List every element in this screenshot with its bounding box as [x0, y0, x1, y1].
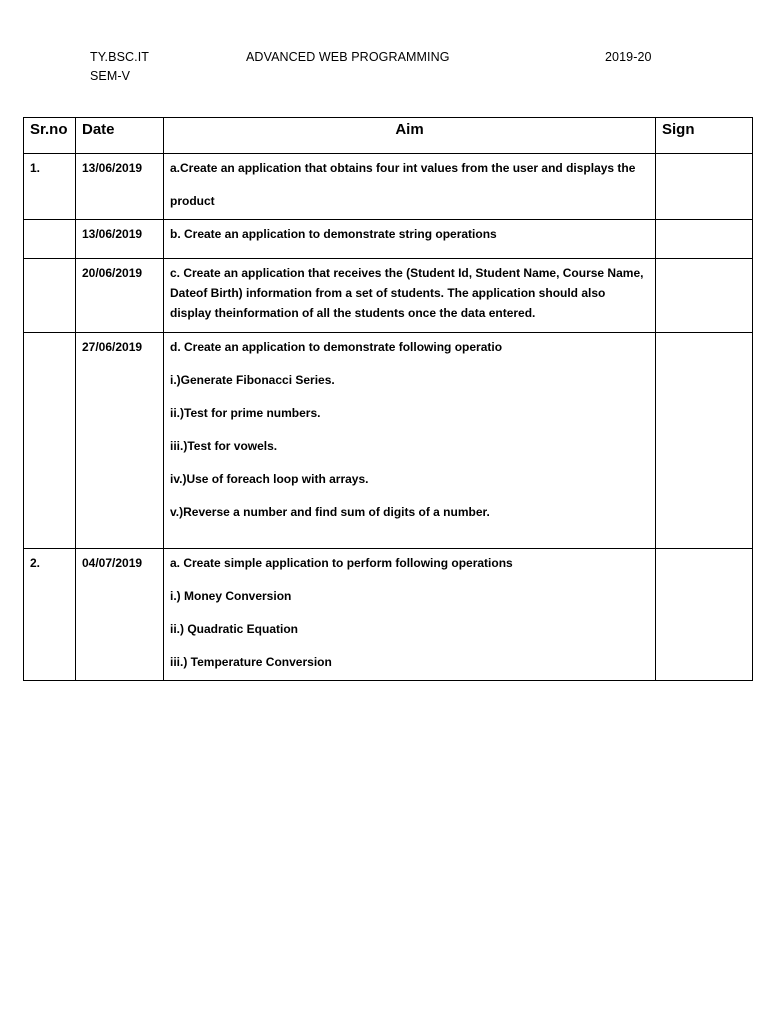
semester: SEM-V — [90, 69, 131, 83]
aim-line: ii.) Quadratic Equation — [170, 622, 299, 636]
aim-line: display theinformation of all the students once the data entered. — [170, 306, 536, 320]
aim-cell — [164, 259, 656, 333]
aim-line: iv.)Use of foreach loop with arrays. — [170, 472, 369, 486]
aim-line: v.)Reverse a number and find sum of digits of a number. — [170, 505, 490, 519]
aim-line: iii.) Temperature Conversion — [170, 655, 332, 669]
column-header-sign: Sign — [656, 118, 753, 154]
table-row — [24, 220, 753, 259]
academic-year: 2019-20 — [605, 50, 652, 64]
column-header-date: Date — [76, 118, 164, 154]
date-cell: 13/06/2019 — [76, 220, 164, 259]
aim-cell — [164, 154, 656, 220]
sign-cell — [656, 220, 753, 259]
aim-cell — [164, 549, 656, 681]
sign-cell — [656, 333, 753, 549]
aim-line: a. Create simple application to perform following operations — [170, 556, 513, 570]
aim-cell — [164, 220, 656, 259]
aim-line: Dateof Birth) information from a set of students. The application should also — [170, 286, 606, 300]
srno-cell — [24, 259, 76, 333]
aim-line: i.) Money Conversion — [170, 589, 292, 603]
aim-cell — [164, 333, 656, 549]
aim-line: d. Create an application to demonstrate following operatio — [170, 340, 503, 354]
course-name: TY.BSC.IT — [90, 50, 150, 64]
aim-line: a.Create an application that obtains four int values from the user and displays the — [170, 161, 636, 175]
date-cell: 04/07/2019 — [76, 549, 164, 681]
date-cell: 20/06/2019 — [76, 259, 164, 333]
column-header-srno: Sr.no — [24, 118, 76, 154]
aim-line: b. Create an application to demonstrate string operations — [170, 227, 497, 241]
table-row — [24, 549, 753, 681]
srno-cell: 2. — [24, 549, 76, 681]
srno-cell — [24, 333, 76, 549]
srno-cell — [24, 220, 76, 259]
srno-cell: 1. — [24, 154, 76, 220]
column-header-aim: Aim — [164, 118, 656, 154]
aim-line: product — [170, 194, 215, 208]
aim-line: c. Create an application that receives the (Student Id, Student Name, Course Name, — [170, 266, 644, 280]
table-row — [24, 154, 753, 220]
sign-cell — [656, 259, 753, 333]
aim-line: i.)Generate Fibonacci Series. — [170, 373, 335, 387]
subject-title: ADVANCED WEB PROGRAMMING — [246, 50, 450, 64]
sign-cell — [656, 549, 753, 681]
table-header-row — [24, 118, 753, 154]
date-cell: 27/06/2019 — [76, 333, 164, 549]
sign-cell — [656, 154, 753, 220]
date-cell: 13/06/2019 — [76, 154, 164, 220]
aim-line: ii.)Test for prime numbers. — [170, 406, 321, 420]
table-row — [24, 333, 753, 549]
header-course-info — [90, 48, 149, 86]
table-row — [24, 259, 753, 333]
aim-line: iii.)Test for vowels. — [170, 439, 278, 453]
practical-index-table — [23, 117, 753, 681]
